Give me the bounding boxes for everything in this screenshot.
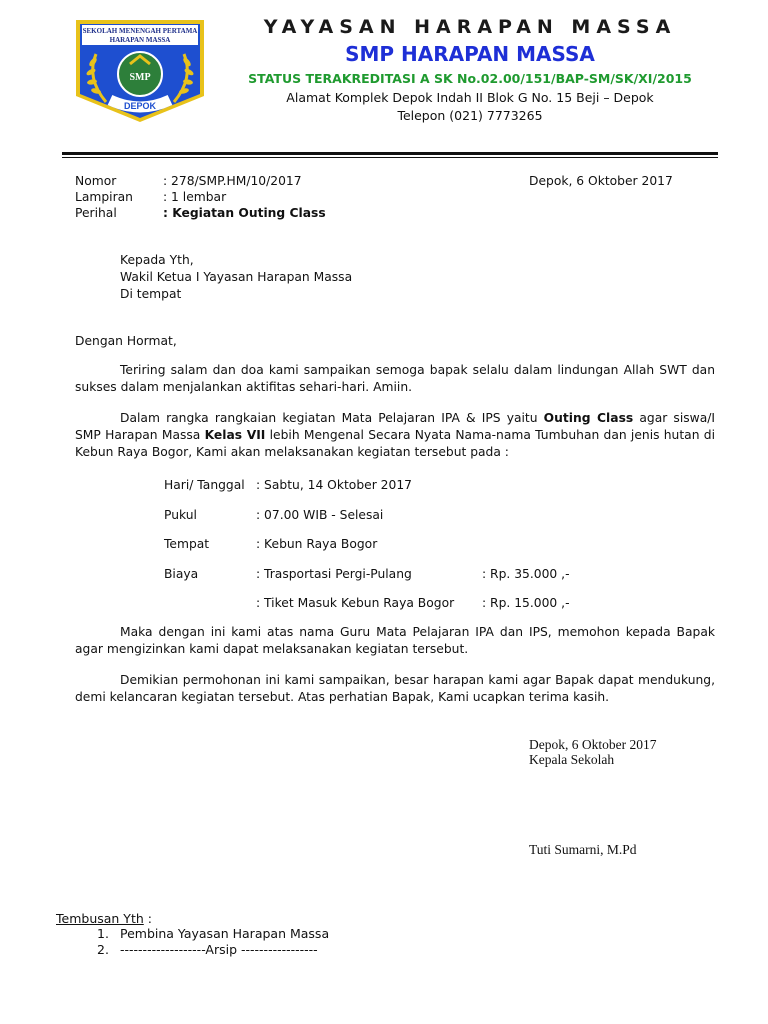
signature-title: Kepala Sekolah xyxy=(529,752,615,767)
perihal-label: Perihal xyxy=(75,206,117,220)
schedule-time-value: : 07.00 WIB - Selesai xyxy=(256,508,384,522)
greeting: Dengan Hormat, xyxy=(75,334,177,348)
logo-place-text: DEPOK xyxy=(123,101,157,111)
schedule-day-value: : Sabtu, 14 Oktober 2017 xyxy=(256,478,412,492)
schedule-cost-label: Biaya xyxy=(164,567,199,581)
cost-amount-transport: : Rp. 35.000 ,- xyxy=(482,567,570,581)
signature-date: Depok, 6 Oktober 2017 xyxy=(529,737,657,752)
lampiran-value: : 1 lembar xyxy=(163,190,227,204)
outing-class-emphasis: Outing Class xyxy=(543,411,634,425)
header-divider xyxy=(62,152,718,155)
accreditation-status: STATUS TERAKREDITASI A SK No.02.00/151/BAP-SM/SK/XI/2015 xyxy=(248,71,692,86)
logo-top-text-2: HARAPAN MASSA xyxy=(109,36,171,44)
school-name: SMP HARAPAN MASSA xyxy=(345,42,595,66)
cc-item-number: 1. xyxy=(97,926,109,941)
cc-heading: Tembusan Yth : xyxy=(56,911,152,926)
cost-amount-ticket: : Rp. 15.000 ,- xyxy=(482,596,570,610)
school-phone: Telepon (021) 7773265 xyxy=(397,108,543,123)
school-logo xyxy=(74,18,206,124)
header-divider-thin xyxy=(62,157,718,158)
recipient-line-2: Wakil Ketua I Yayasan Harapan Massa xyxy=(120,270,353,284)
foundation-name: YAYASAN HARAPAN MASSA xyxy=(263,16,677,38)
schedule-time-label: Pukul xyxy=(164,508,197,522)
cost-item-transport: : Trasportasi Pergi-Pulang xyxy=(256,567,412,581)
logo-top-text: SEKOLAH MENENGAH PERTAMA xyxy=(82,27,198,35)
signatory-name: Tuti Sumarni, M.Pd xyxy=(529,842,637,857)
lampiran-label: Lampiran xyxy=(75,190,133,204)
school-address: Alamat Komplek Depok Indah II Blok G No. 15 Beji – Depok xyxy=(286,90,654,105)
cc-item: -------------------Arsip ----------------- xyxy=(120,942,318,957)
kelas-emphasis: Kelas VII xyxy=(204,428,266,442)
letter-date: Depok, 6 Oktober 2017 xyxy=(529,174,673,188)
nomor-value: : 278/SMP.HM/10/2017 xyxy=(163,174,302,188)
paragraph-3: Maka dengan ini kami atas nama Guru Mata Pelajaran IPA dan IPS, memohon kepada Bapak agar mengizinkan kami dapat melaksanakan kegiatan tersebut. xyxy=(75,625,715,656)
schedule-place-value: : Kebun Raya Bogor xyxy=(256,537,378,551)
nomor-label: Nomor xyxy=(75,174,117,188)
paragraph-4: Demikian permohonan ini kami sampaikan, besar harapan kami agar Bapak dapat mendukung, demi kelancaran kegiatan tersebut. Atas perhatian Bapak, Kami ucapkan terima kasih. xyxy=(75,673,715,704)
schedule-place-label: Tempat xyxy=(164,537,210,551)
perihal-value: : Kegiatan Outing Class xyxy=(163,206,326,220)
paragraph-2: Dalam rangka rangkaian kegiatan Mata Pelajaran IPA & IPS yaitu Outing Class agar siswa/I SMP Harapan Massa Kelas VII lebih Mengenal Secara Nyata Nama-nama Tumbuhan dan jenis hutan di Kebun Raya Bogor, Kami akan melaksanakan kegiatan tersebut pada : xyxy=(75,411,716,459)
recipient-line-1: Kepada Yth, xyxy=(120,253,194,267)
paragraph-1: Teriring salam dan doa kami sampaikan semoga bapak selalu dalam lindungan Allah SWT dan sukses dalam menjalankan aktifitas sehari-hari. Amiin. xyxy=(75,363,715,394)
cost-item-ticket: : Tiket Masuk Kebun Raya Bogor xyxy=(256,596,455,610)
recipient-line-3: Di tempat xyxy=(120,287,182,301)
logo-emblem-text: SMP xyxy=(129,72,151,83)
schedule-day-label: Hari/ Tanggal xyxy=(164,478,245,492)
cc-item: Pembina Yayasan Harapan Massa xyxy=(120,926,330,941)
cc-item-number: 2. xyxy=(97,942,109,957)
